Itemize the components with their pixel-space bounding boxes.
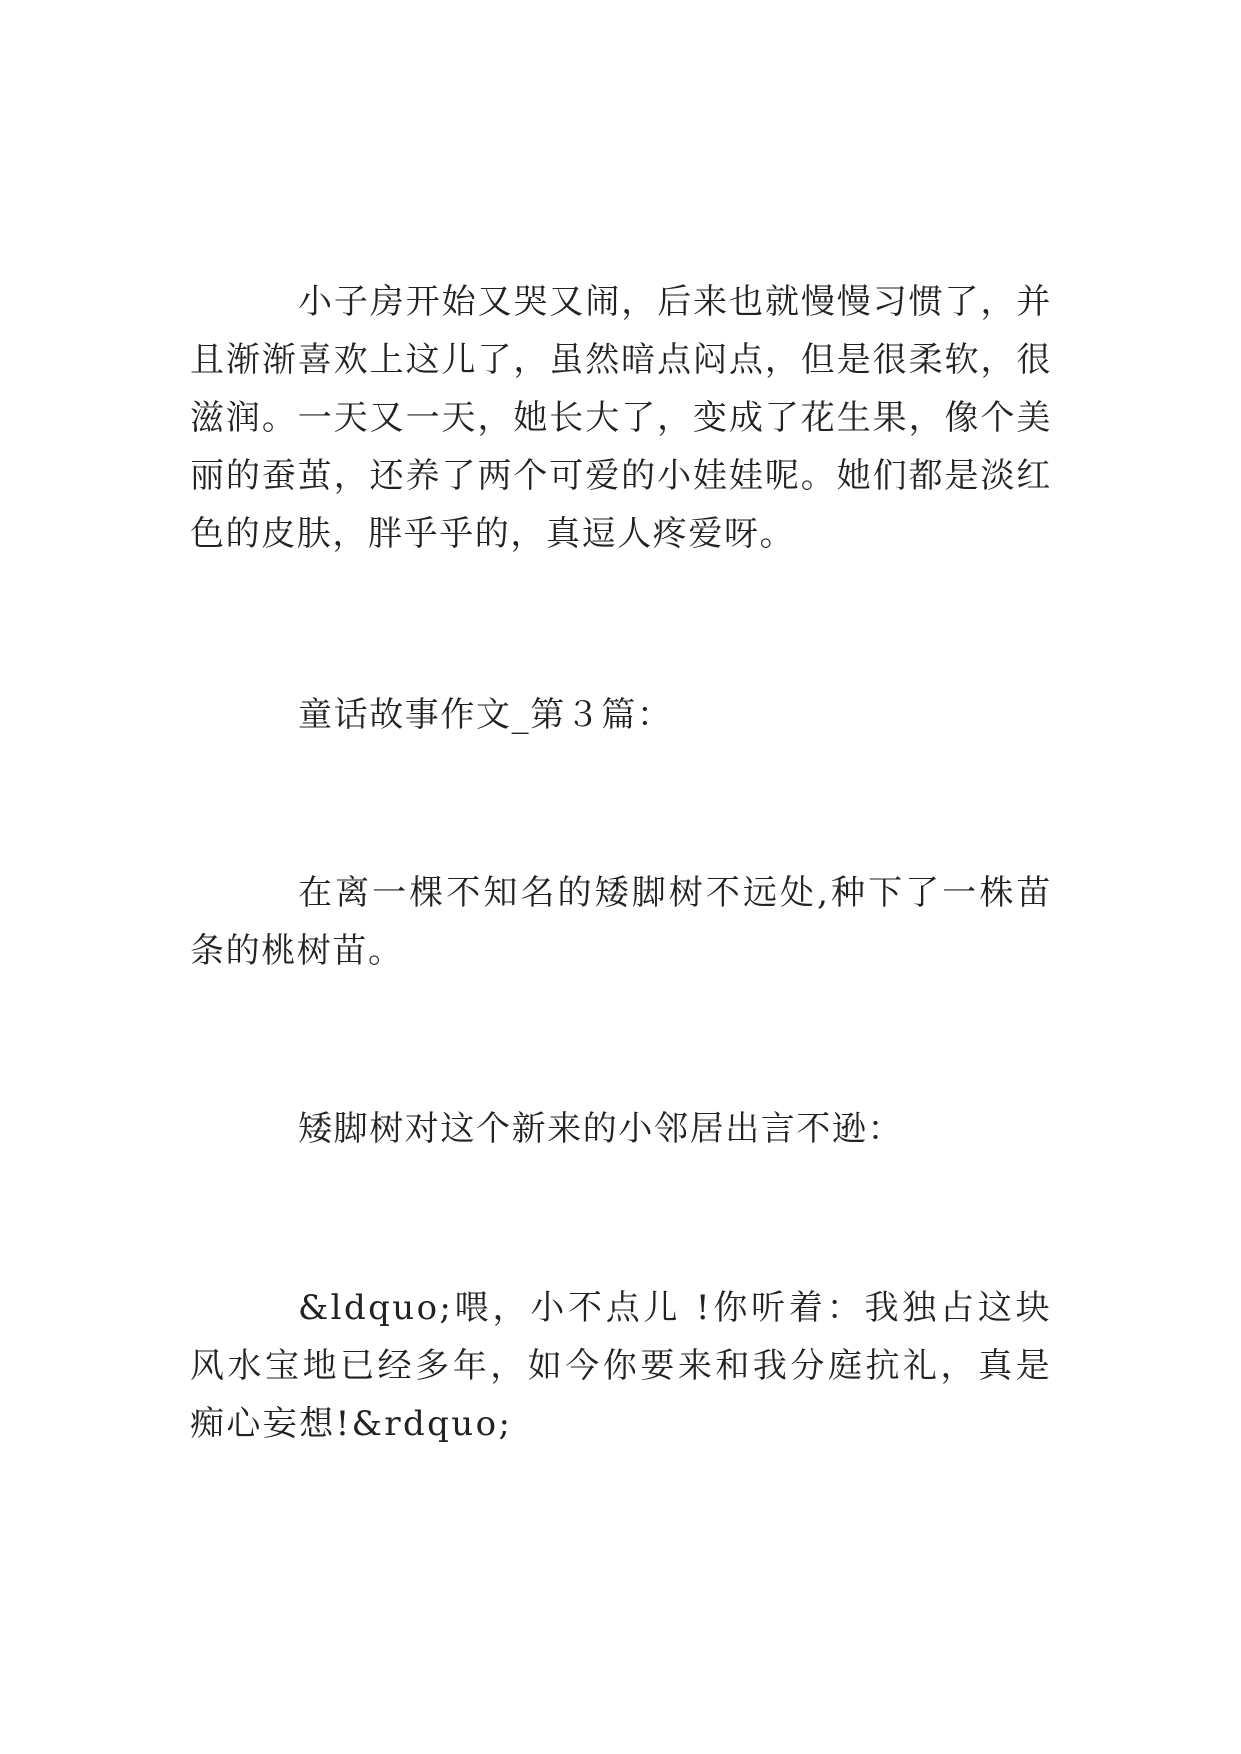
paragraph-dialogue: &ldquo;喂，小不点儿 !你听着：我独占这块风水宝地已经多年，如今你要来和我分庭抗礼，真是痴心妄想!&rdquo; <box>190 1288 1052 1444</box>
paragraph-peach-sapling: 在离一棵不知名的矮脚树不远处,种下了一株苗条的桃树苗。 <box>190 873 1052 971</box>
section-heading: 童话故事作文_第３篇： <box>298 695 673 735</box>
paragraph-short-tree: 矮脚树对这个新来的小邻居出言不逊： <box>298 1109 904 1149</box>
paragraph-peanut-story: 小子房开始又哭又闹，后来也就慢慢习惯了，并且渐渐喜欢上这儿了，虽然暗点闷点，但是很柔软，很滋润。一天又一天，她长大了，变成了花生果，像个美丽的蚕茧，还养了两个可爱的小娃娃呢。她们都是淡红色的皮肤，胖乎乎的，真逗人疼爱呀。 <box>190 282 1052 554</box>
